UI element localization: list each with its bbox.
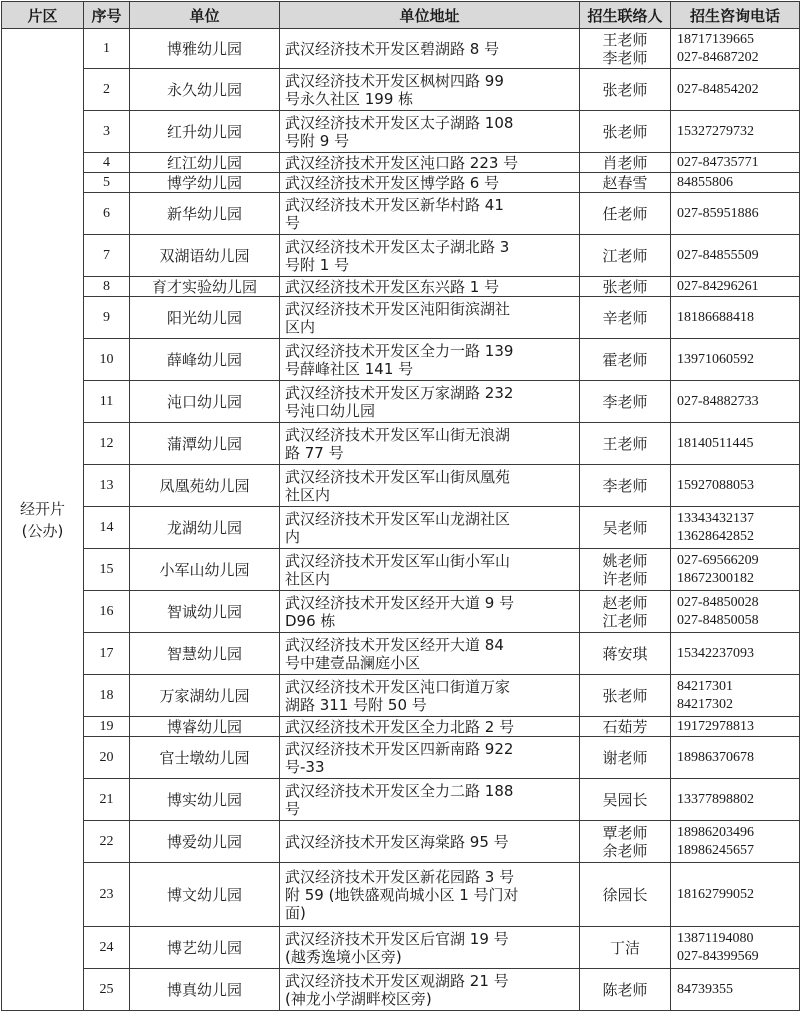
- row-number: 1: [84, 29, 130, 69]
- contact-person: [580, 277, 671, 297]
- unit-address-line: 号-33: [285, 757, 325, 776]
- contact-person-line: 王老师: [602, 434, 648, 453]
- header-address: 单位地址: [280, 2, 580, 29]
- unit-name: 蒲潭幼儿园: [130, 423, 280, 465]
- unit-address-line: 武汉经济技术开发区军山街无浪湖: [285, 425, 511, 444]
- unit-address: [280, 193, 580, 235]
- contact-phone: [671, 173, 800, 193]
- unit-address-line: 武汉经济技术开发区军山龙湖社区: [285, 509, 511, 528]
- contact-phone: [671, 339, 800, 381]
- row-number: 3: [84, 111, 130, 153]
- contact-phone-line: 19172978813: [677, 718, 754, 734]
- row-number: 11: [84, 381, 130, 423]
- unit-address: [280, 927, 580, 969]
- contact-person: [580, 193, 671, 235]
- contact-phone: [671, 591, 800, 633]
- table-row: [2, 737, 800, 779]
- unit-name: 永久幼儿园: [130, 69, 280, 111]
- unit-name: 博爱幼儿园: [130, 821, 280, 863]
- contact-phone-line: 84217301: [677, 678, 733, 694]
- contact-person: [580, 173, 671, 193]
- region-cell: [2, 29, 84, 1011]
- contact-phone-line: 84217302: [677, 696, 733, 712]
- unit-name: 育才实验幼儿园: [130, 277, 280, 297]
- contact-phone-line: 13377898802: [677, 791, 754, 807]
- unit-name: 智慧幼儿园: [130, 633, 280, 675]
- table-row: [2, 633, 800, 675]
- contact-person: [580, 111, 671, 153]
- unit-address-line: 湖路 311 号附 50 号: [285, 695, 427, 714]
- unit-address: [280, 111, 580, 153]
- region-label: (公办): [21, 521, 64, 540]
- unit-name: 博真幼儿园: [130, 969, 280, 1011]
- table-row: [2, 173, 800, 193]
- header-region: 片区: [2, 2, 84, 29]
- contact-phone: [671, 381, 800, 423]
- contact-phone-line: 027-84687202: [677, 49, 759, 65]
- contact-person: [580, 153, 671, 173]
- contact-person-line: 张老师: [602, 122, 648, 141]
- contact-person-line: 石茹芳: [602, 717, 648, 736]
- contact-phone-line: 027-84850028: [677, 594, 759, 610]
- unit-address-line: (越秀逸境小区旁): [285, 947, 402, 966]
- contact-phone: [671, 465, 800, 507]
- contact-person-line: 吴老师: [602, 518, 648, 537]
- contact-phone-line: 84855806: [677, 174, 733, 190]
- table-row: [2, 969, 800, 1011]
- contact-phone-line: 18986245657: [677, 842, 754, 858]
- contact-person: [580, 927, 671, 969]
- row-number: 13: [84, 465, 130, 507]
- table-row: [2, 339, 800, 381]
- contact-person-line: 赵春雪: [602, 173, 648, 192]
- unit-address: [280, 507, 580, 549]
- unit-address-line: 社区内: [285, 485, 331, 504]
- unit-address: [280, 29, 580, 69]
- contact-phone-line: 18672300182: [677, 570, 754, 586]
- contact-phone-line: 13343432137: [677, 510, 754, 526]
- row-number: 16: [84, 591, 130, 633]
- contact-phone: [671, 779, 800, 821]
- unit-address: [280, 675, 580, 717]
- unit-address-line: 武汉经济技术开发区博学路 6 号: [285, 173, 500, 192]
- contact-person-line: 辛老师: [602, 308, 648, 327]
- header-unit: 单位: [130, 2, 280, 29]
- unit-address-line: 武汉经济技术开发区观湖路 21 号: [285, 971, 509, 990]
- unit-address-line: 武汉经济技术开发区新花园路 3 号: [285, 867, 515, 886]
- unit-address-line: 武汉经济技术开发区枫树四路 99: [285, 71, 504, 90]
- unit-address: [280, 821, 580, 863]
- contact-phone-line: 84739355: [677, 981, 733, 997]
- unit-address-line: 号: [285, 799, 301, 818]
- table-row: [2, 779, 800, 821]
- table-row: [2, 863, 800, 927]
- contact-person: [580, 381, 671, 423]
- contact-phone-line: 027-84854202: [677, 81, 759, 97]
- unit-name: 博艺幼儿园: [130, 927, 280, 969]
- table-row: [2, 111, 800, 153]
- contact-person-line: 赵老师: [602, 593, 648, 612]
- header-number: 序号: [84, 2, 130, 29]
- unit-address-line: 号永久社区 199 栋: [285, 89, 414, 108]
- unit-address-line: 武汉经济技术开发区碧湖路 8 号: [285, 39, 500, 58]
- table-row: [2, 69, 800, 111]
- contact-person: [580, 465, 671, 507]
- unit-address-line: 号: [285, 213, 301, 232]
- unit-address-line: 内: [285, 527, 301, 546]
- unit-address-line: 武汉经济技术开发区全力二路 188: [285, 781, 514, 800]
- unit-name: 双湖语幼儿园: [130, 235, 280, 277]
- contact-person: [580, 235, 671, 277]
- contact-person-line: 许老师: [602, 569, 648, 588]
- header-phone: 招生咨询电话: [671, 2, 800, 29]
- unit-address-line: 武汉经济技术开发区经开大道 84: [285, 635, 504, 654]
- unit-address-line: 武汉经济技术开发区军山街凤凰苑: [285, 467, 511, 486]
- table-row: [2, 507, 800, 549]
- contact-phone: [671, 927, 800, 969]
- unit-address-line: 武汉经济技术开发区经开大道 9 号: [285, 593, 515, 612]
- contact-person: [580, 821, 671, 863]
- contact-phone-line: 027-69566209: [677, 552, 759, 568]
- header-row: [2, 2, 800, 29]
- contact-phone: [671, 675, 800, 717]
- unit-address: [280, 633, 580, 675]
- unit-address: [280, 423, 580, 465]
- contact-phone: [671, 507, 800, 549]
- contact-phone-line: 18986370678: [677, 749, 754, 765]
- contact-phone-line: 13628642852: [677, 528, 754, 544]
- contact-person: [580, 297, 671, 339]
- table-row: [2, 549, 800, 591]
- unit-address-line: 社区内: [285, 569, 331, 588]
- contact-person-line: 李老师: [602, 392, 648, 411]
- unit-address: [280, 173, 580, 193]
- unit-address: [280, 277, 580, 297]
- unit-address-line: 武汉经济技术开发区全力一路 139: [285, 341, 514, 360]
- contact-person-line: 肖老师: [602, 153, 648, 172]
- contact-person-line: 霍老师: [602, 350, 648, 369]
- contact-phone: [671, 111, 800, 153]
- unit-address: [280, 779, 580, 821]
- contact-phone: [671, 969, 800, 1011]
- contact-phone: [671, 737, 800, 779]
- contact-person-line: 覃老师: [602, 823, 648, 842]
- unit-address: [280, 69, 580, 111]
- contact-person: [580, 737, 671, 779]
- table-body: [2, 29, 800, 1011]
- contact-person: [580, 507, 671, 549]
- row-number: 20: [84, 737, 130, 779]
- unit-address-line: D96 栋: [285, 611, 336, 630]
- unit-name: 薛峰幼儿园: [130, 339, 280, 381]
- contact-person: [580, 29, 671, 69]
- row-number: 24: [84, 927, 130, 969]
- unit-address: [280, 465, 580, 507]
- contact-phone-line: 18717139665: [677, 31, 754, 47]
- contact-person: [580, 717, 671, 737]
- contact-phone: [671, 193, 800, 235]
- unit-name: 龙湖幼儿园: [130, 507, 280, 549]
- contact-person: [580, 549, 671, 591]
- unit-address-line: 武汉经济技术开发区四新南路 922: [285, 739, 514, 758]
- unit-address: [280, 297, 580, 339]
- unit-address-line: 武汉经济技术开发区沌口街道万家: [285, 677, 511, 696]
- row-number: 17: [84, 633, 130, 675]
- unit-name: 沌口幼儿园: [130, 381, 280, 423]
- contact-phone: [671, 235, 800, 277]
- contact-phone-line: 027-84735771: [677, 154, 759, 170]
- unit-name: 阳光幼儿园: [130, 297, 280, 339]
- contact-person: [580, 591, 671, 633]
- unit-address-line: 区内: [285, 317, 316, 336]
- contact-phone: [671, 821, 800, 863]
- table-row: [2, 465, 800, 507]
- contact-phone-line: 18140511445: [677, 435, 754, 451]
- contact-person: [580, 69, 671, 111]
- unit-address-line: 号附 1 号: [285, 255, 350, 274]
- contact-person: [580, 969, 671, 1011]
- row-number: 6: [84, 193, 130, 235]
- row-number: 25: [84, 969, 130, 1011]
- contact-person-line: 张老师: [602, 277, 648, 296]
- unit-name: 官士墩幼儿园: [130, 737, 280, 779]
- table-row: [2, 675, 800, 717]
- unit-name: 博雅幼儿园: [130, 29, 280, 69]
- contact-person: [580, 675, 671, 717]
- unit-address-line: 武汉经济技术开发区新华村路 41: [285, 195, 504, 214]
- contact-person-line: 蒋安琪: [602, 644, 648, 663]
- unit-address-line: 号附 9 号: [285, 131, 350, 150]
- contact-phone-line: 15327279732: [677, 123, 754, 139]
- table-row: [2, 381, 800, 423]
- row-number: 5: [84, 173, 130, 193]
- unit-address-line: 武汉经济技术开发区太子湖北路 3: [285, 237, 510, 256]
- contact-phone: [671, 297, 800, 339]
- contact-phone-line: 18186688418: [677, 309, 754, 325]
- contact-phone-line: 027-84855509: [677, 247, 759, 263]
- contact-person-line: 姚老师: [602, 551, 648, 570]
- unit-name: 智诚幼儿园: [130, 591, 280, 633]
- unit-address-line: 号薛峰社区 141 号: [285, 359, 414, 378]
- unit-address: [280, 339, 580, 381]
- contact-phone: [671, 29, 800, 69]
- unit-address-line: 武汉经济技术开发区万家湖路 232: [285, 383, 514, 402]
- unit-address-line: 武汉经济技术开发区东兴路 1 号: [285, 277, 500, 296]
- contact-phone-line: 027-84882733: [677, 393, 759, 409]
- region-label: 经开片: [19, 499, 65, 518]
- table-row: [2, 235, 800, 277]
- row-number: 18: [84, 675, 130, 717]
- contact-person-line: 任老师: [602, 204, 648, 223]
- row-number: 15: [84, 549, 130, 591]
- table-row: [2, 29, 800, 69]
- unit-name: 小军山幼儿园: [130, 549, 280, 591]
- unit-name: 博学幼儿园: [130, 173, 280, 193]
- contact-person: [580, 779, 671, 821]
- row-number: 9: [84, 297, 130, 339]
- contact-phone-line: 027-84296261: [677, 278, 759, 294]
- row-number: 2: [84, 69, 130, 111]
- unit-address-line: (神龙小学湖畔校区旁): [285, 989, 432, 1008]
- contact-phone-line: 13871194080: [677, 930, 754, 946]
- contact-phone-line: 18162799052: [677, 886, 754, 902]
- unit-name: 新华幼儿园: [130, 193, 280, 235]
- unit-address: [280, 737, 580, 779]
- table-row: [2, 423, 800, 465]
- contact-person-line: 张老师: [602, 686, 648, 705]
- table-row: [2, 297, 800, 339]
- contact-person-line: 余老师: [602, 841, 648, 860]
- row-number: 14: [84, 507, 130, 549]
- contact-person-line: 江老师: [602, 611, 648, 630]
- unit-address-line: 武汉经济技术开发区军山街小军山: [285, 551, 511, 570]
- unit-name: 凤凰苑幼儿园: [130, 465, 280, 507]
- unit-address-line: 面): [285, 903, 306, 922]
- header-contact: 招生联络人: [580, 2, 671, 29]
- row-number: 22: [84, 821, 130, 863]
- row-number: 7: [84, 235, 130, 277]
- unit-address-line: 路 77 号: [285, 443, 344, 462]
- table-row: [2, 717, 800, 737]
- row-number: 23: [84, 863, 130, 927]
- unit-name: 红升幼儿园: [130, 111, 280, 153]
- unit-address: [280, 717, 580, 737]
- contact-person: [580, 423, 671, 465]
- contact-person: [580, 339, 671, 381]
- contact-phone-line: 027-84399569: [677, 948, 759, 964]
- contact-phone: [671, 863, 800, 927]
- contact-person-line: 谢老师: [602, 748, 648, 767]
- unit-address-line: 武汉经济技术开发区后官湖 19 号: [285, 929, 509, 948]
- unit-address-line: 号沌口幼儿园: [285, 401, 376, 420]
- unit-address: [280, 235, 580, 277]
- unit-name: 博文幼儿园: [130, 863, 280, 927]
- contact-phone: [671, 69, 800, 111]
- row-number: 19: [84, 717, 130, 737]
- contact-person: [580, 633, 671, 675]
- unit-address-line: 武汉经济技术开发区沌阳街滨湖社: [285, 299, 511, 318]
- contact-phone-line: 027-85951886: [677, 205, 759, 221]
- unit-address-line: 武汉经济技术开发区海棠路 95 号: [285, 832, 509, 851]
- unit-address-line: 武汉经济技术开发区太子湖路 108: [285, 113, 514, 132]
- contact-person-line: 徐园长: [602, 885, 648, 904]
- row-number: 8: [84, 277, 130, 297]
- unit-address: [280, 549, 580, 591]
- contact-phone-line: 18986203496: [677, 824, 754, 840]
- contact-person-line: 李老师: [602, 48, 648, 67]
- row-number: 4: [84, 153, 130, 173]
- row-number: 21: [84, 779, 130, 821]
- unit-address: [280, 591, 580, 633]
- unit-name: 红江幼儿园: [130, 153, 280, 173]
- contact-person-line: 王老师: [602, 30, 648, 49]
- table-row: [2, 193, 800, 235]
- unit-address-line: 武汉经济技术开发区全力北路 2 号: [285, 717, 515, 736]
- unit-name: 万家湖幼儿园: [130, 675, 280, 717]
- unit-name: 博实幼儿园: [130, 779, 280, 821]
- table-row: [2, 591, 800, 633]
- contact-person-line: 陈老师: [602, 980, 648, 999]
- contact-person-line: 江老师: [602, 246, 648, 265]
- contact-phone: [671, 423, 800, 465]
- enrollment-contact-table: [1, 1, 800, 1011]
- contact-phone: [671, 277, 800, 297]
- table-row: [2, 927, 800, 969]
- contact-phone: [671, 549, 800, 591]
- contact-phone-line: 15927088053: [677, 477, 754, 493]
- contact-person-line: 李老师: [602, 476, 648, 495]
- contact-person-line: 吴园长: [602, 790, 648, 809]
- table-row: [2, 277, 800, 297]
- unit-name: 博睿幼儿园: [130, 717, 280, 737]
- contact-phone-line: 027-84850058: [677, 612, 759, 628]
- contact-phone: [671, 717, 800, 737]
- table-row: [2, 821, 800, 863]
- contact-person-line: 张老师: [602, 80, 648, 99]
- contact-phone: [671, 153, 800, 173]
- unit-address-line: 武汉经济技术开发区沌口路 223 号: [285, 153, 519, 172]
- table-row: [2, 153, 800, 173]
- unit-address: [280, 153, 580, 173]
- unit-address-line: 附 59 (地铁盛观尚城小区 1 号门对: [285, 885, 519, 904]
- unit-address: [280, 381, 580, 423]
- row-number: 10: [84, 339, 130, 381]
- contact-person: [580, 863, 671, 927]
- unit-address-line: 号中建壹品澜庭小区: [285, 653, 421, 672]
- unit-address: [280, 863, 580, 927]
- contact-phone: [671, 633, 800, 675]
- contact-person-line: 丁洁: [609, 938, 640, 957]
- contact-phone-line: 13971060592: [677, 351, 754, 367]
- row-number: 12: [84, 423, 130, 465]
- unit-address: [280, 969, 580, 1011]
- contact-phone-line: 15342237093: [677, 645, 754, 661]
